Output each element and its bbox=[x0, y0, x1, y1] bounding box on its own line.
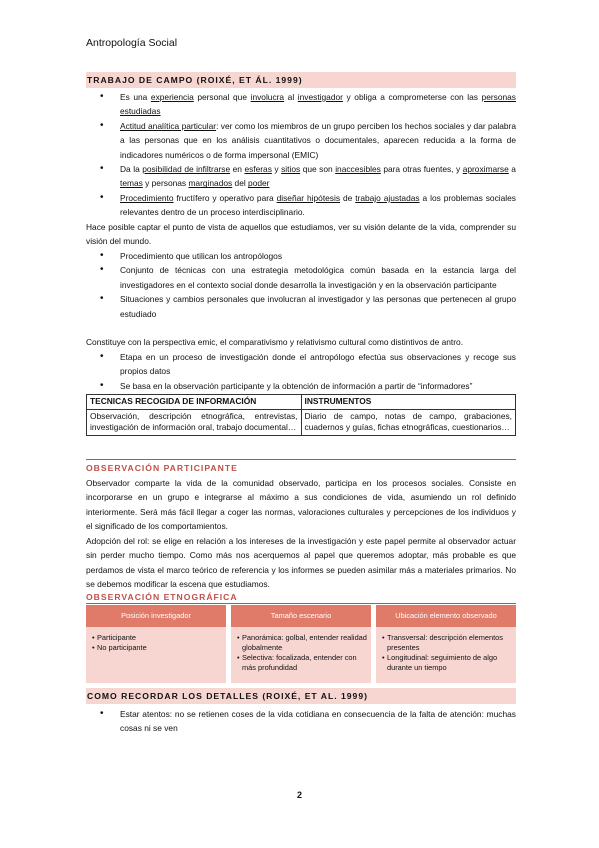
page-header: Antropología Social bbox=[86, 37, 178, 49]
box-heading: Posición investigador bbox=[86, 605, 226, 627]
box-body bbox=[231, 627, 371, 673]
box-tamano-escenario bbox=[231, 605, 371, 683]
list-item: • Procedimiento que utilican los antropólogos bbox=[86, 249, 516, 263]
column-header: INSTRUMENTOS bbox=[301, 395, 516, 410]
table-cell: Observación, descripción etnográfica, entrevistas, investigación de información oral, trabajo documental… bbox=[87, 409, 302, 435]
list-item: • Longitudinal: seguimiento de algo durante un tiempo bbox=[382, 653, 512, 673]
section-title-trabajo-campo: TRABAJO DE CAMPO (ROIXÉ, ET ÁL. 1999) bbox=[86, 72, 516, 88]
box-heading: Tamaño escenario bbox=[231, 605, 371, 627]
table-row bbox=[87, 409, 516, 435]
list-item: • Se basa en la observación participante y la obtención de información a partir de “informadores” bbox=[86, 379, 516, 393]
list-item: • Es una experiencia personal que involucra al investigador y obliga a comprometerse con las personas estudiadas bbox=[86, 90, 516, 119]
list-item: • Da la posibilidad de infiltrarse en esferas y sitios que son inaccesibles para otras fuentes, y aproximarse a temas y personas marginados del poder bbox=[86, 162, 516, 191]
section-divider bbox=[86, 459, 516, 460]
section-title-observacion-etnografica: OBSERVACIÓN ETNOGRÁFICA bbox=[86, 592, 238, 602]
paragraph: Adopción del rol: se elige en relación a los intereses de la investigación y este papel permite al observador actuar sin perder mucho tiempo. Como más nos acerquemos al papel que queremos adoptar, más probable es que perdamos de vista el marco teórico de referencia y los informes se pueden asimilar más a materiales primarios. No se debemos modificar la escena que estudiamos. bbox=[86, 536, 516, 590]
bullet-list-antropologos bbox=[86, 249, 516, 321]
list-item: • No participante bbox=[92, 643, 222, 653]
paragraph: Hace posible captar el punto de vista de aquellos que estudiamos, ver su visión delante de la vida, comprender su visión del mundo. bbox=[86, 222, 516, 247]
list-item: • Conjunto de técnicas con una estrategia metodológica común basada en la estancia larga del investigadores en el contexto social donde desarrolla la investigación y en la observación participante bbox=[86, 263, 516, 292]
list-item: • Transversal: descripción elementos presentes bbox=[382, 633, 512, 653]
list-item: • Etapa en un proceso de investigación donde el antropólogo efectúa sus observaciones y recoge sus propios datos bbox=[86, 350, 516, 379]
section-title-recordar-detalles: COMO RECORDAR LOS DETALLES (ROIXÉ, ET AL. 1999) bbox=[86, 688, 516, 704]
paragraph: Observador comparte la vida de la comunidad observado, participa en los procesos sociales. Consiste en incorporarse en un grupo e integrarse al máximo a sus condiciones de vida, asumiendo un rol definido interiormente. Será más fácil llegar a coger las normas, valoraciones culturales y percepciones de los individuos y el significado de los comportamientos. bbox=[86, 478, 516, 532]
box-heading: Ubicación elemento observado bbox=[376, 605, 516, 627]
box-body bbox=[376, 627, 516, 673]
page-number: 2 bbox=[296, 790, 302, 800]
table-header-row bbox=[87, 395, 516, 410]
bullet-list-etapa bbox=[86, 350, 516, 393]
box-ubicacion-elemento bbox=[376, 605, 516, 683]
section-divider bbox=[86, 603, 516, 604]
box-posicion-investigador bbox=[86, 605, 226, 683]
section-title-observacion-participante: OBSERVACIÓN PARTICIPANTE bbox=[86, 463, 238, 473]
column-header: TECNICAS RECOGIDA DE INFORMACIÓN bbox=[87, 395, 302, 410]
paragraph: Constituye con la perspectiva emic, el comparativismo y relativismo cultural como distintivos de antro. bbox=[86, 337, 464, 347]
list-item: • Procedimiento fructífero y operativo para diseñar hipótesis de trabajo ajustadas a los problemas sociales relevantes dentro de un proceso interdisciplinario. bbox=[86, 191, 516, 220]
list-item: • Actitud analítica particular: ver como los miembros de un grupo perciben los hechos sociales y dar palabra a las personas que en los análisis cuantitativos o documentales, aparecen reducida a la forma de indicadores numéricos o de forma impersonal (EMIC) bbox=[86, 119, 516, 162]
list-item: • Situaciones y cambios personales que involucran al investigador y las personas que pertenecen al grupo estudiado bbox=[86, 292, 516, 321]
bullet-list-trabajo-campo bbox=[86, 90, 516, 220]
box-body bbox=[86, 627, 226, 653]
bullet-list-detalles bbox=[86, 707, 516, 736]
list-item: • Panorámica: golbal, entender realidad globalmente bbox=[237, 633, 367, 653]
list-item: • Selectiva: focalizada, entender con más profundidad bbox=[237, 653, 367, 673]
techniques-table bbox=[86, 394, 516, 436]
list-item: • Estar atentos: no se retienen coses de la vida cotidiana en consecuencia de la falta de atención: muchas cosas ni se ven bbox=[86, 707, 516, 736]
table-cell: Diario de campo, notas de campo, grabaciones, cuadernos y guías, fichas etnográficas, cuestionarios… bbox=[301, 409, 516, 435]
list-item: • Participante bbox=[92, 633, 222, 643]
